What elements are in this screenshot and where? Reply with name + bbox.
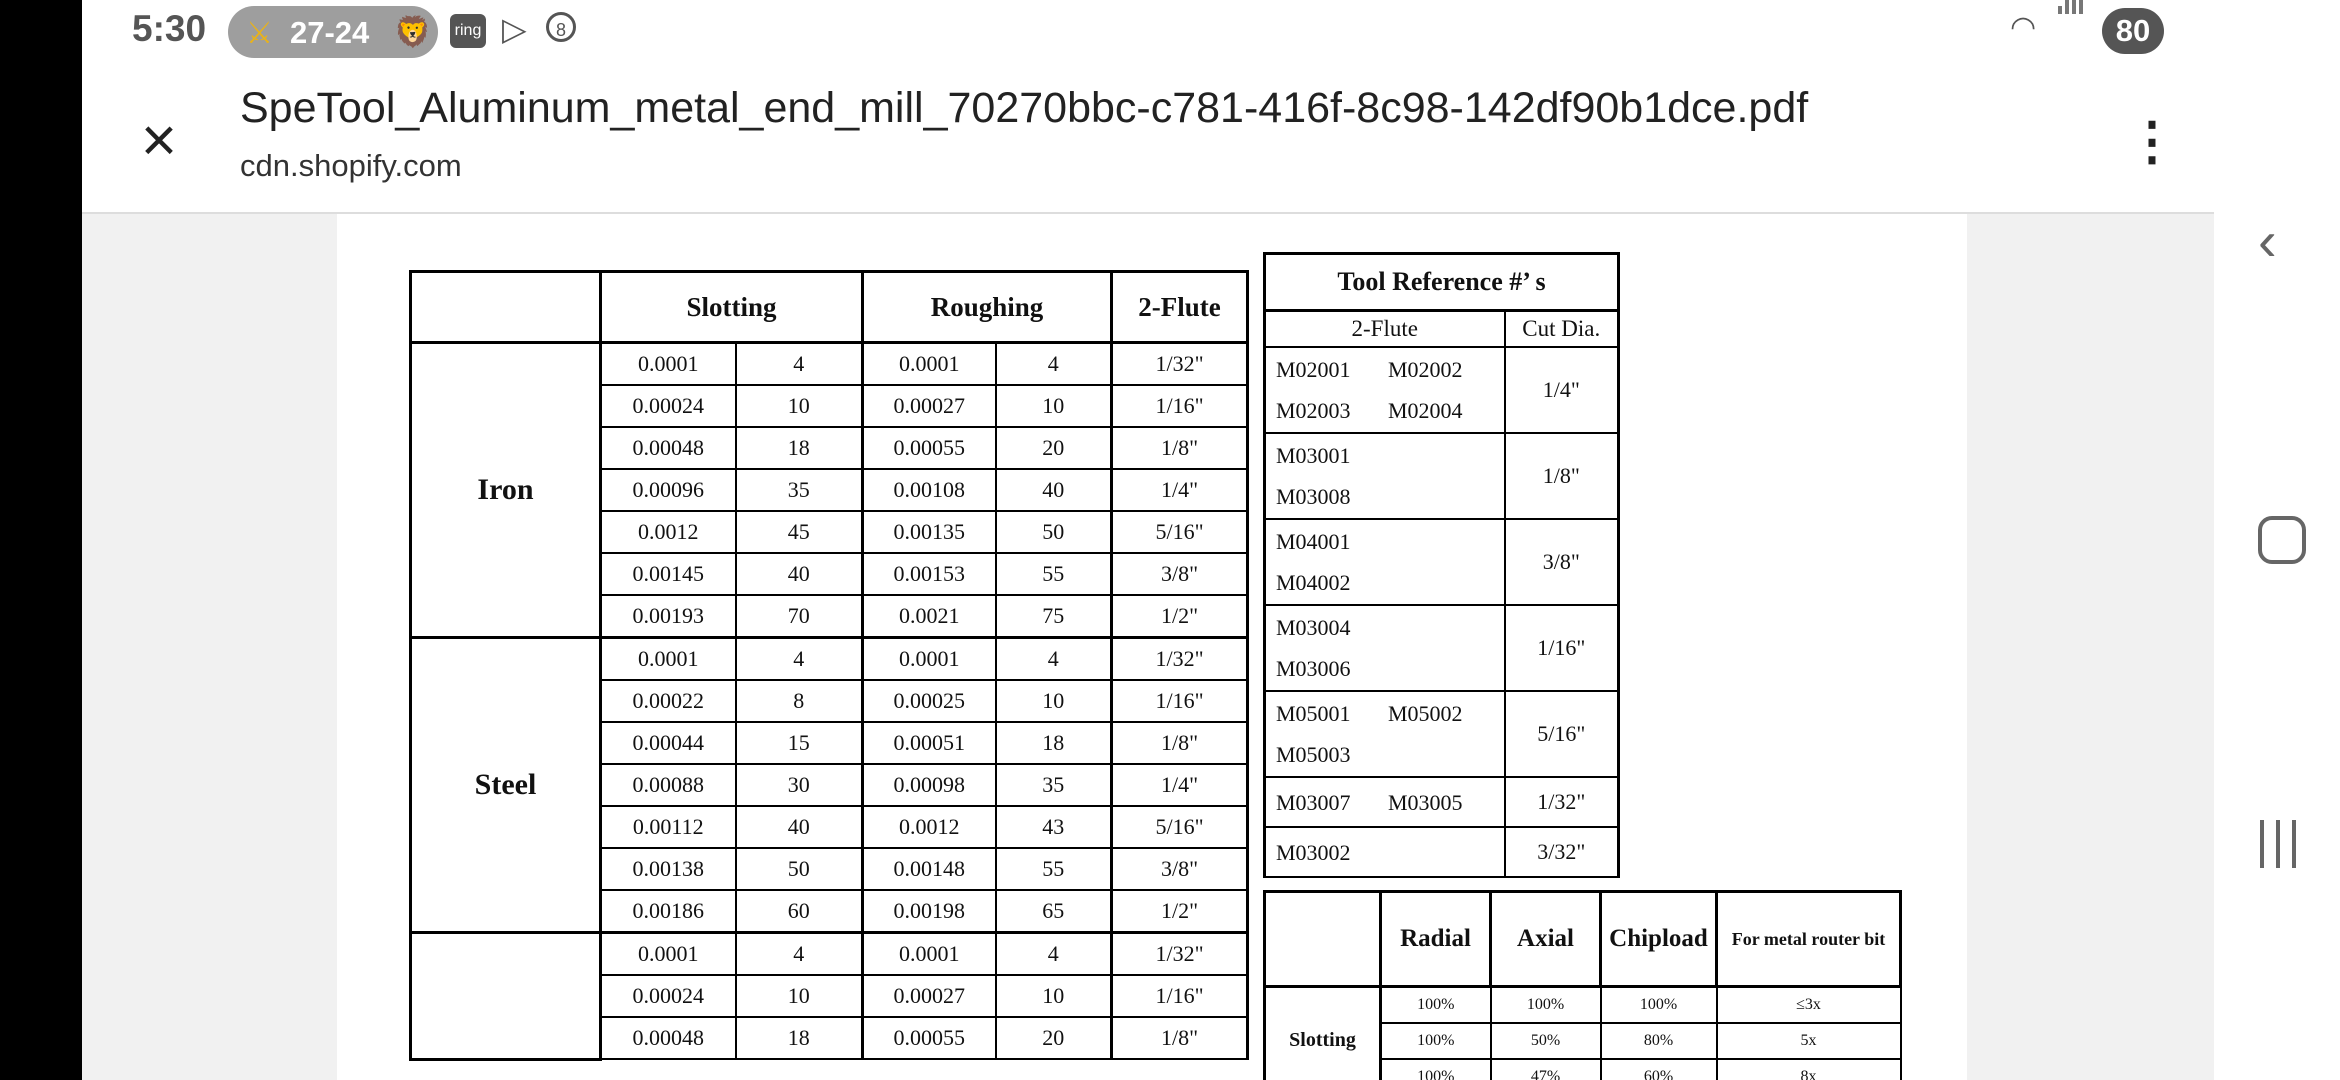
table-cell: 60 [736,890,863,933]
table-cell: 10 [736,385,863,427]
tool-numbers-line [1276,734,1504,775]
tool-reference-body [1265,254,1619,878]
cut-dia-cell: 1/16" [1505,605,1619,691]
tool-reference-title: Tool Reference #’ s [1265,254,1619,311]
table-cell: 0.0001 [601,343,736,386]
table-cell: 0.0012 [863,806,996,848]
table-row [1265,347,1619,433]
table-cell: 0.00022 [601,680,736,722]
tool-reference-table [1263,252,1620,878]
battery-indicator: 80 [2102,8,2164,54]
table-cell: 40 [736,806,863,848]
router-bit-header: For metal router bit [1717,892,1901,987]
tool-numbers-cell [1265,827,1505,877]
flute-header: 2-Flute [1112,272,1248,343]
table-cell: 0.00148 [863,848,996,890]
table-cell: 0.00145 [601,553,736,595]
tool-number: M03005 [1388,789,1463,815]
table-cell: 100% [1381,1023,1491,1059]
table-cell: 1/32" [1112,933,1248,976]
table-cell: 1/2" [1112,595,1248,638]
home-button[interactable] [2258,516,2306,564]
table-cell: 4 [736,638,863,681]
table-cell: 3/8" [1112,553,1248,595]
table-cell: 1/32" [1112,343,1248,386]
tool-numbers-line [1276,832,1504,873]
table-cell: 8 [736,680,863,722]
tool-numbers-cell [1265,777,1505,827]
table-cell: 0.00138 [601,848,736,890]
tool-number: M03006 [1276,656,1351,681]
file-name: SpeTool_Aluminum_metal_end_mill_70270bbc-c781-416f-8c98-142df90b1dce.pdf [240,84,1809,132]
tool-numbers-cell [1265,433,1505,519]
table-cell: 55 [996,553,1112,595]
roughing-header: Roughing [863,272,1112,343]
corner-header [411,272,601,343]
tool-numbers-line [1276,693,1504,734]
table-cell: 1/16" [1112,975,1248,1017]
table-cell: 4 [996,638,1112,681]
table-row [1265,605,1619,691]
table-cell: 4 [996,933,1112,976]
table-cell: 3/8" [1112,848,1248,890]
table-cell: 45 [736,511,863,553]
tool-number: M03002 [1276,839,1351,865]
table-cell: 40 [996,469,1112,511]
tool-number: M03001 [1276,443,1351,468]
tool-number: M03008 [1276,484,1351,509]
table-row [1265,519,1619,605]
table-cell: 30 [736,764,863,806]
ring-app-icon: ring [450,14,486,48]
table-cell: 50 [736,848,863,890]
tool-number: M04001 [1276,529,1351,554]
table-cell: 100% [1381,987,1491,1024]
table-cell: 0.00098 [863,764,996,806]
slotting-header: Slotting [601,272,863,343]
table-cell: 0.00112 [601,806,736,848]
table-cell: 0.0001 [601,638,736,681]
table-cell: 8x [1717,1059,1901,1080]
table-cell: 0.0021 [863,595,996,638]
table-cell: 4 [996,343,1112,386]
back-chevron-icon[interactable]: ‹ [2258,209,2277,272]
table-cell: 4 [736,933,863,976]
slotting-row-label: Slotting [1265,987,1381,1080]
table-cell: 100% [1381,1059,1491,1080]
table-cell: 0.00044 [601,722,736,764]
feeds-table [409,270,1249,1061]
tool-numbers-cell [1265,519,1505,605]
status-bar [82,0,2214,62]
tool-numbers-line [1276,607,1504,648]
table-row [411,638,1248,681]
table-row [1265,987,1901,1024]
lions-logo-icon: 🦁 [394,16,432,49]
close-button[interactable]: × [140,106,178,175]
table-row [411,343,1248,386]
cut-dia-cell: 1/4" [1505,347,1619,433]
table-cell: 5/16" [1112,511,1248,553]
table-cell: 55 [996,848,1112,890]
table-cell: 1/8" [1112,722,1248,764]
tool-numbers-line [1276,782,1504,823]
cut-parameters-table [1263,890,1902,1080]
score-text: 27-24 [290,15,370,50]
cut-dia-cell: 1/32" [1505,777,1619,827]
table-cell: 40 [736,553,863,595]
table-cell: 1/4" [1112,469,1248,511]
cut-dia-cell: 5/16" [1505,691,1619,777]
pdf-page [337,214,1967,1080]
file-host: cdn.shopify.com [240,148,462,183]
sports-overlay-icon: 8 [546,12,576,42]
table-row [1265,691,1619,777]
col-two-flute: 2-Flute [1265,311,1505,348]
table-cell: 1/16" [1112,385,1248,427]
table-cell: 0.0001 [863,638,996,681]
live-score-chip[interactable] [228,6,438,58]
tool-number: M03007 [1276,789,1351,815]
table-cell: ≤3x [1717,987,1901,1024]
tool-number: M02004 [1388,398,1463,423]
tool-numbers-line [1276,390,1504,431]
table-cell: 18 [736,427,863,469]
table-cell: 20 [996,1017,1112,1059]
table-cell: 0.00048 [601,1017,736,1059]
radial-header: Radial [1381,892,1491,987]
pdf-viewport[interactable] [82,214,2214,1080]
table-cell: 50 [996,511,1112,553]
cut-dia-cell: 3/32" [1505,827,1619,877]
tool-numbers-line [1276,476,1504,517]
table-cell: 0.00027 [863,385,996,427]
table-cell: 10 [736,975,863,1017]
table-row [1265,433,1619,519]
table-row [1265,827,1619,877]
google-play-icon: ▷ [502,11,527,47]
tool-numbers-cell [1265,605,1505,691]
table-cell: 0.0001 [863,343,996,386]
tool-number: M02003 [1276,398,1351,423]
table-cell: 20 [996,427,1112,469]
tool-numbers-cell [1265,691,1505,777]
material-label: Steel [411,638,601,933]
tool-numbers-line [1276,521,1504,562]
material-label [411,933,601,1060]
phone-screen [82,0,2214,1080]
more-options-button[interactable]: ⋮ [2126,113,2178,171]
wifi-icon: ◠ [2010,11,2037,44]
table-cell: 47% [1491,1059,1601,1080]
table-cell: 0.00186 [601,890,736,933]
table-cell: 1/32" [1112,638,1248,681]
tool-numbers-line [1276,648,1504,689]
table-cell: 0.00055 [863,427,996,469]
table-cell: 10 [996,975,1112,1017]
material-label: Iron [411,343,601,638]
tool-numbers-line [1276,435,1504,476]
table-cell: 43 [996,806,1112,848]
tool-numbers-cell [1265,347,1505,433]
table-cell: 0.0001 [863,933,996,976]
table-cell: 0.00024 [601,975,736,1017]
cut-dia-cell: 3/8" [1505,519,1619,605]
table-cell: 5x [1717,1023,1901,1059]
table-cell: 0.00027 [863,975,996,1017]
tool-number: M03004 [1276,615,1351,640]
table-cell: 0.00024 [601,385,736,427]
table-cell: 10 [996,680,1112,722]
table-cell: 0.0012 [601,511,736,553]
cut-dia-cell: 1/8" [1505,433,1619,519]
recent-apps-button[interactable] [2254,820,2304,868]
table-cell: 80% [1601,1023,1717,1059]
table-cell: 35 [996,764,1112,806]
system-nav-bar [2214,0,2340,1080]
table-cell: 100% [1601,987,1717,1024]
table-cell: 1/8" [1112,1017,1248,1059]
table-cell: 0.0001 [601,933,736,976]
table-cell: 1/2" [1112,890,1248,933]
tool-number: M05002 [1388,701,1463,726]
tool-number: M02001 [1276,357,1351,382]
col-cut-dia: Cut Dia. [1505,311,1619,348]
table-cell: 0.00088 [601,764,736,806]
clock: 5:30 [132,8,207,49]
table-cell: 0.00048 [601,427,736,469]
tool-number: M05001 [1276,701,1351,726]
viewer-app-bar [82,62,2214,214]
axial-header: Axial [1491,892,1601,987]
table-cell: 1/8" [1112,427,1248,469]
cut-parameters-body [1265,892,1901,1080]
table-cell: 0.00025 [863,680,996,722]
table-cell: 35 [736,469,863,511]
table-cell: 70 [736,595,863,638]
tool-number: M04002 [1276,570,1351,595]
table-cell: 18 [736,1017,863,1059]
table-cell: 1/16" [1112,680,1248,722]
tool-numbers-line [1276,562,1504,603]
tool-number: M02002 [1388,357,1463,382]
table-cell: 0.00096 [601,469,736,511]
table-cell: 18 [996,722,1112,764]
table-cell: 50% [1491,1023,1601,1059]
feeds-table-body [411,343,1248,1060]
tool-number: M05003 [1276,742,1351,767]
table-cell: 0.00051 [863,722,996,764]
table-cell: 60% [1601,1059,1717,1080]
table-row [1265,777,1619,827]
vikings-logo-icon: ⚔ [246,17,273,50]
chipload-header: Chipload [1601,892,1717,987]
table-cell: 100% [1491,987,1601,1024]
table-row [411,933,1248,976]
table-cell: 0.00055 [863,1017,996,1059]
table-cell: 75 [996,595,1112,638]
table-cell: 1/4" [1112,764,1248,806]
table-cell: 10 [996,385,1112,427]
table-cell: 0.00193 [601,595,736,638]
cut-corner [1265,892,1381,987]
table-cell: 5/16" [1112,806,1248,848]
table-cell: 4 [736,343,863,386]
table-cell: 0.00108 [863,469,996,511]
table-cell: 65 [996,890,1112,933]
table-cell: 0.00135 [863,511,996,553]
table-cell: 0.00198 [863,890,996,933]
table-cell: 0.00153 [863,553,996,595]
tool-numbers-line [1276,349,1504,390]
table-cell: 15 [736,722,863,764]
